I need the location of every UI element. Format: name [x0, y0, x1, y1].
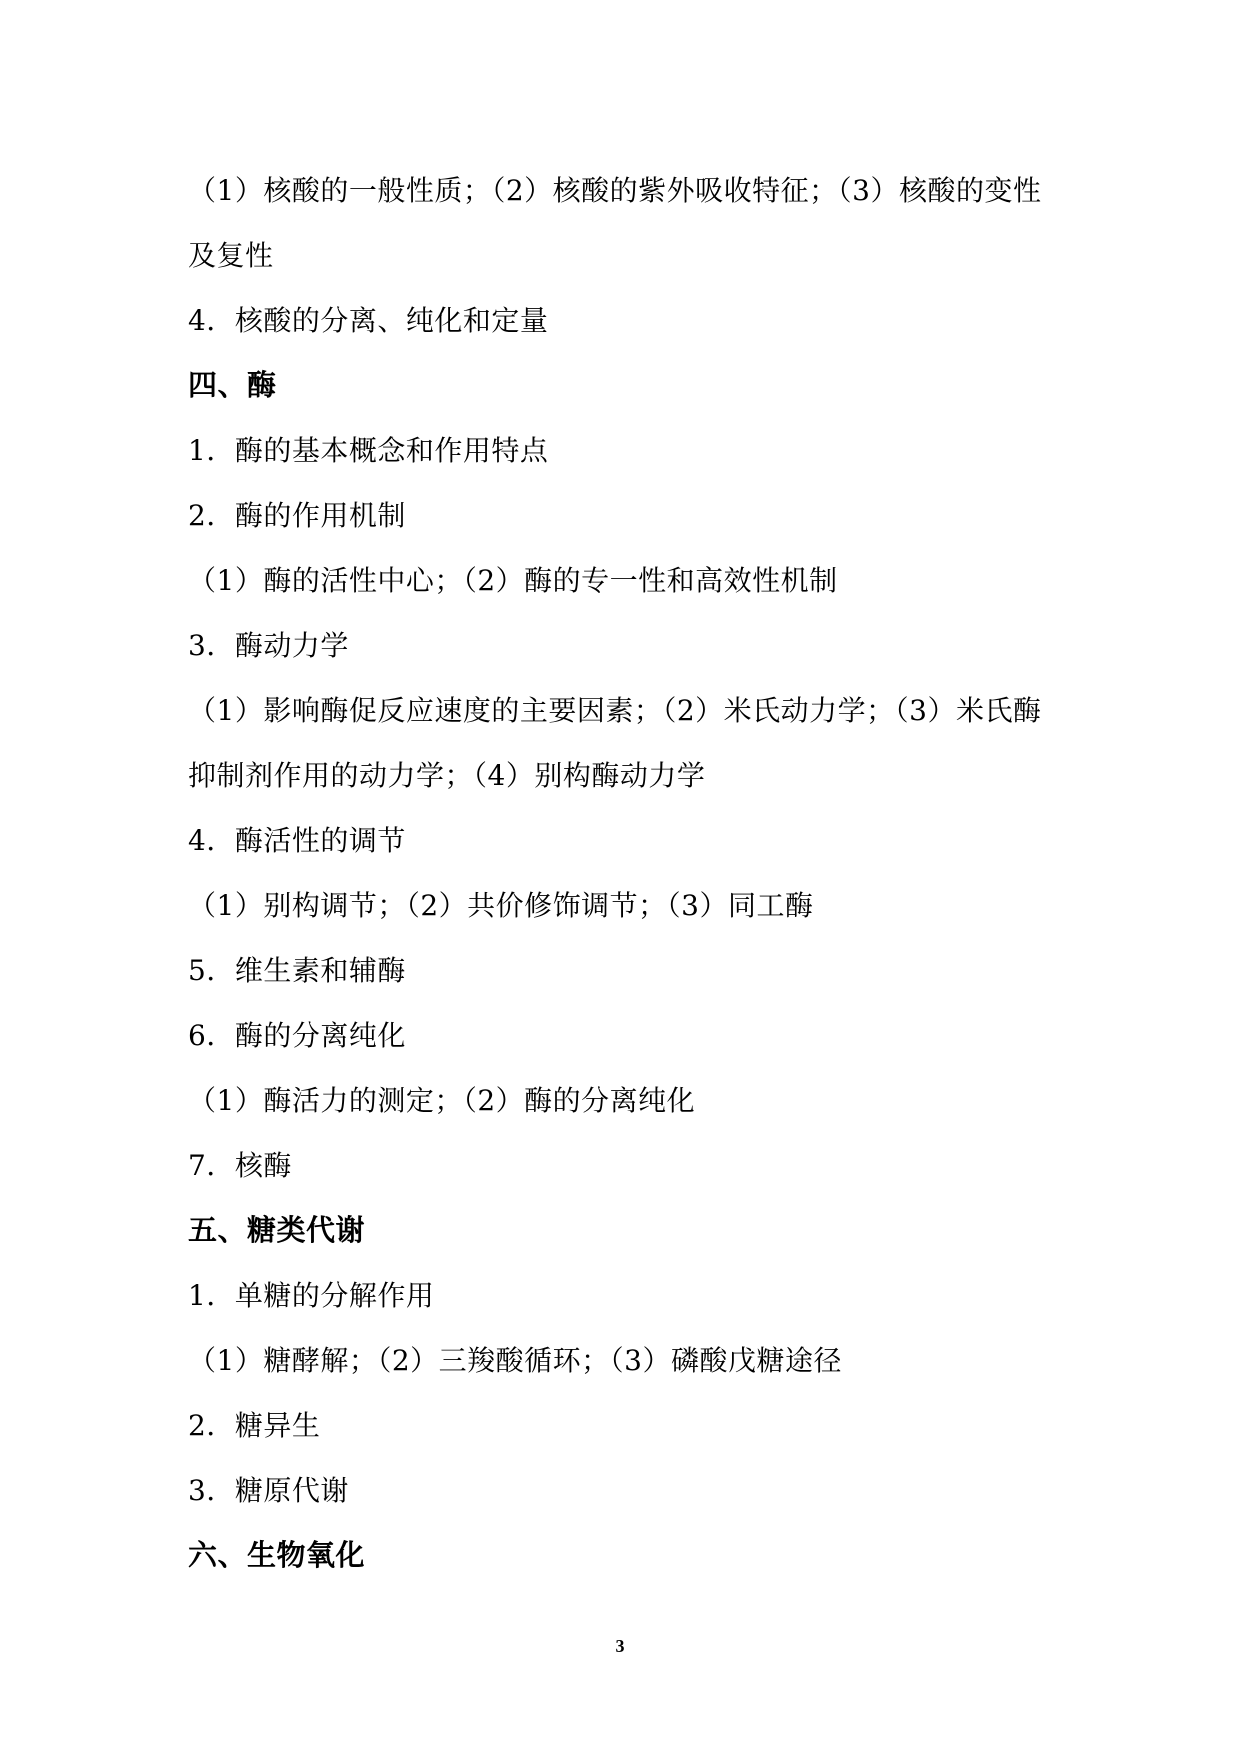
text-line: （1）别构调节；（2）共价修饰调节；（3）同工酶	[188, 889, 814, 922]
text-line: 7．核酶	[188, 1149, 292, 1182]
text-line: 5．维生素和辅酶	[188, 954, 406, 987]
text-line: （1）糖酵解；（2）三羧酸循环；（3）磷酸戊糖途径	[188, 1344, 842, 1377]
text-line: （1）影响酶促反应速度的主要因素；（2）米氏动力学；（3）米氏酶	[188, 694, 1042, 727]
text-line: （1）核酸的一般性质；（2）核酸的紫外吸收特征；（3）核酸的变性	[188, 174, 1042, 207]
text-line: 3．糖原代谢	[188, 1474, 349, 1507]
text-line: （1）酶活力的测定；（2）酶的分离纯化	[188, 1084, 696, 1117]
text-line: 3．酶动力学	[188, 629, 349, 662]
text-line: 2．糖异生	[188, 1409, 321, 1442]
text-line: 4．核酸的分离、纯化和定量	[188, 304, 549, 337]
text-line: 抑制剂作用的动力学；（4）别构酶动力学	[188, 759, 706, 792]
text-line: 及复性	[188, 239, 274, 272]
text-line: （1）酶的活性中心；（2）酶的专一性和高效性机制	[188, 564, 838, 597]
text-line: 4．酶活性的调节	[188, 824, 406, 857]
page-number: 3	[615, 1636, 625, 1656]
text-line: 6．酶的分离纯化	[188, 1019, 406, 1052]
text-line: 1．酶的基本概念和作用特点	[188, 434, 549, 467]
section-heading: 六、生物氧化	[188, 1538, 366, 1572]
section-heading: 五、糖类代谢	[188, 1213, 366, 1247]
text-line: 1．单糖的分解作用	[188, 1279, 435, 1312]
text-line: 2．酶的作用机制	[188, 499, 406, 532]
document-body	[188, 158, 1068, 1588]
section-heading: 四、酶	[188, 368, 277, 402]
